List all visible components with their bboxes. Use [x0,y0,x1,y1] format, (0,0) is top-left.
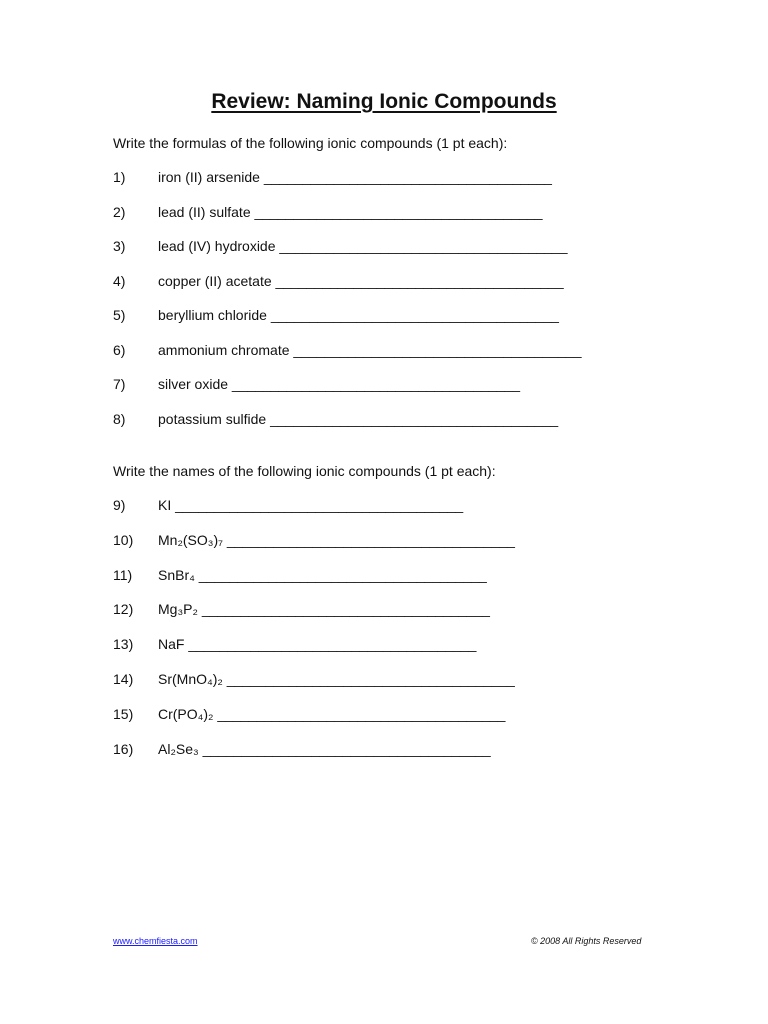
question-text: silver oxide [158,376,229,392]
question-number: 13) [113,636,134,652]
question-text: ammonium chromate [158,342,290,358]
question-text: lead (IV) hydroxide [158,238,276,254]
question-number: 9) [113,497,126,513]
question-text: lead (II) sulfate [158,204,251,220]
answer-blank: _____________________________________ [231,376,521,392]
question-row [113,634,476,654]
section1-instruction: Write the formulas of the following ionic compounds (1 pt each): [113,135,508,151]
question-number: 14) [113,671,134,687]
question-row [113,599,490,619]
question-number: 12) [113,601,134,617]
question-text: Sr(MnO₄)₂ [158,671,223,687]
answer-blank: _____________________________________ [263,169,552,185]
question-text: KI [158,497,172,513]
question-row [113,271,564,291]
answer-blank: _____________________________________ [275,273,564,289]
answer-blank: _____________________________________ [198,567,487,583]
question-number: 7) [113,376,126,392]
question-row [113,236,568,256]
question-text: Al₂Se₃ [158,741,199,757]
question-row [113,495,463,515]
question-text: potassium sulfide [158,411,267,427]
question-row [113,739,491,759]
question-text: Mn₂(SO₃)₇ [158,532,223,548]
question-row [113,305,559,325]
answer-blank: _____________________________________ [279,238,568,254]
question-row [113,530,515,550]
question-row [113,565,487,585]
question-number: 10) [113,532,134,548]
answer-blank: _____________________________________ [293,342,582,358]
footer-copyright: © 2008 All Rights Reserved [531,936,642,946]
question-text: Cr(PO₄)₂ [158,706,214,722]
answer-blank: _____________________________________ [175,497,464,513]
footer-website-link[interactable]: www.chemfiesta.com [113,936,198,946]
question-text: copper (II) acetate [158,273,272,289]
question-row [113,704,505,724]
section2-instruction: Write the names of the following ionic compounds (1 pt each): [113,463,496,479]
question-text: NaF [158,636,185,652]
question-row [113,374,520,394]
page-title: Review: Naming Ionic Compounds [211,90,557,113]
answer-blank: _____________________________________ [270,411,559,427]
answer-blank: _____________________________________ [226,671,515,687]
question-text: Mg₃P₂ [158,601,198,617]
answer-blank: _____________________________________ [270,307,559,323]
question-number: 4) [113,273,126,289]
question-row [113,340,581,360]
question-number: 16) [113,741,134,757]
question-row [113,202,543,222]
question-number: 15) [113,706,134,722]
question-text: iron (II) arsenide [158,169,260,185]
answer-blank: _____________________________________ [254,204,543,220]
answer-blank: _____________________________________ [217,706,506,722]
question-row [113,167,552,187]
question-text: beryllium chloride [158,307,267,323]
question-number: 5) [113,307,126,323]
question-number: 1) [113,169,126,185]
question-number: 8) [113,411,126,427]
answer-blank: _____________________________________ [226,532,515,548]
question-number: 6) [113,342,126,358]
question-row [113,669,515,689]
question-number: 2) [113,204,126,220]
question-row [113,409,558,429]
answer-blank: _____________________________________ [201,601,490,617]
answer-blank: _____________________________________ [202,741,491,757]
question-number: 3) [113,238,126,254]
question-number: 11) [113,567,133,583]
question-text: SnBr₄ [158,567,195,583]
answer-blank: _____________________________________ [188,636,477,652]
